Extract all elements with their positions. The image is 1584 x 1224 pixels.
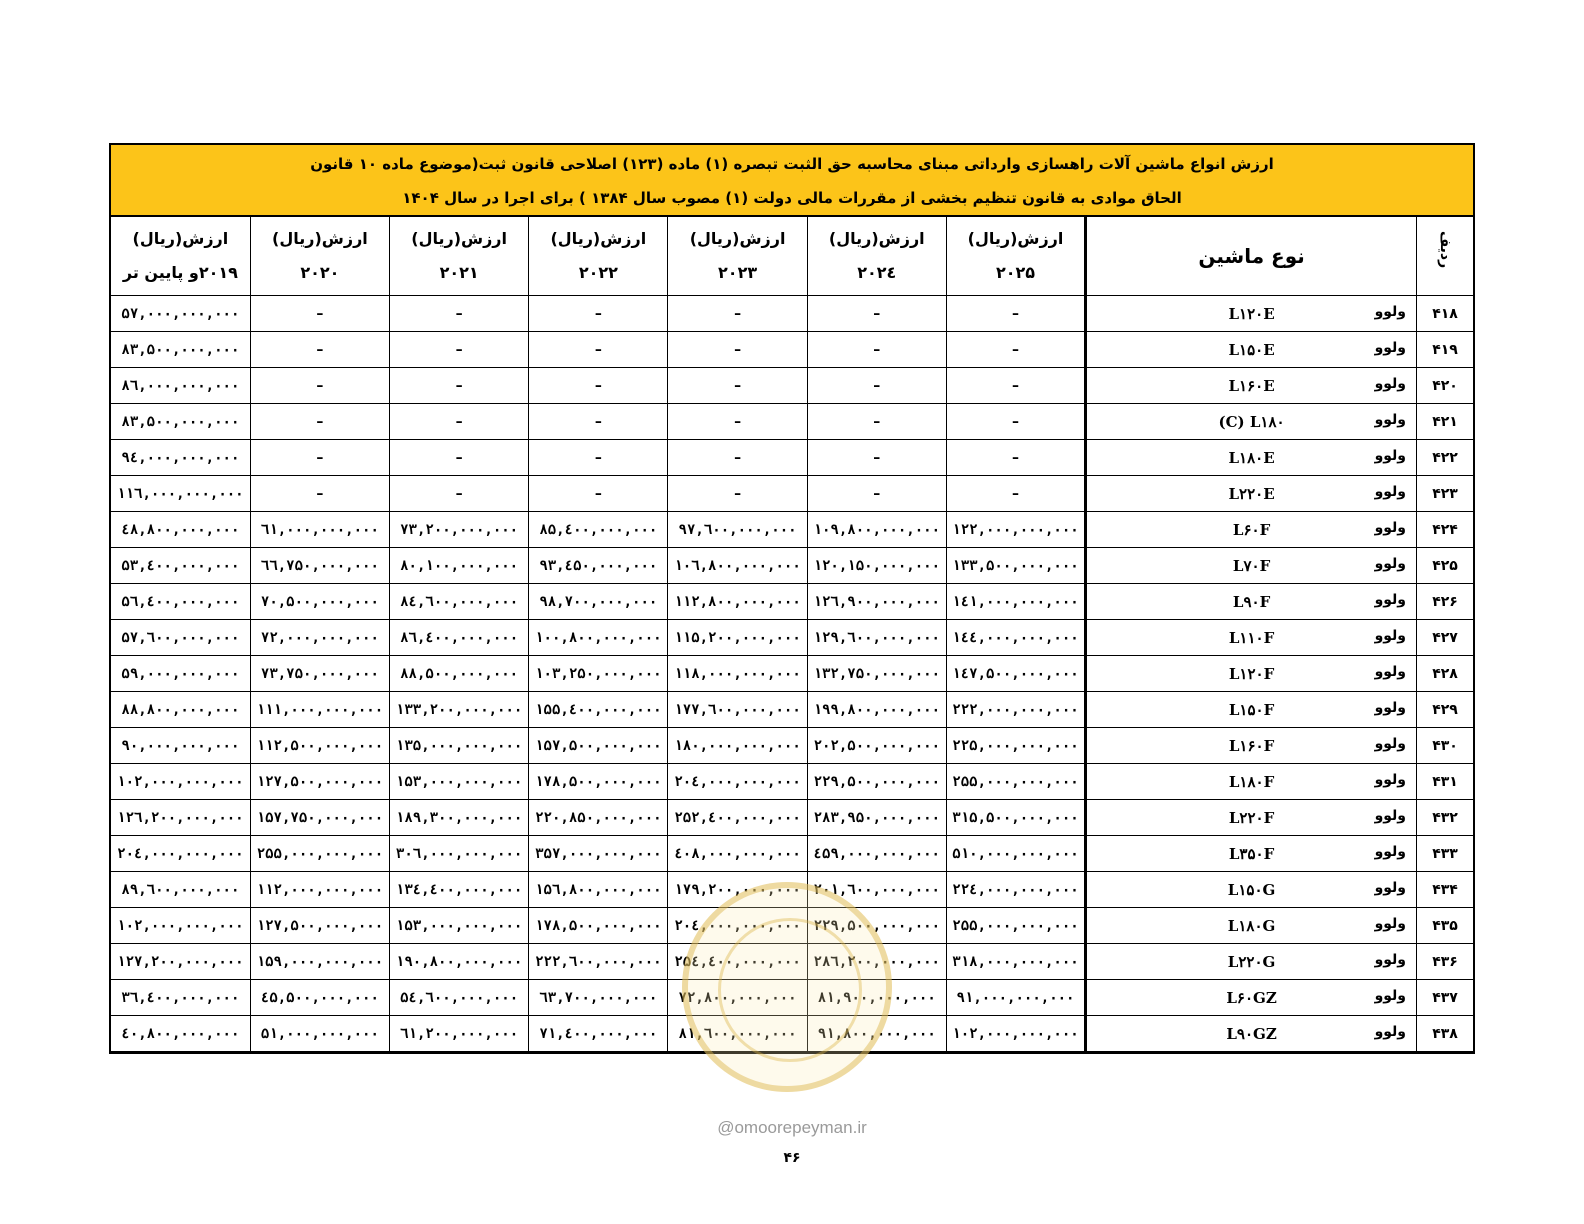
value-cell: ۹٤,۰۰۰,۰۰۰,۰۰۰ [111, 440, 250, 476]
table-row [111, 692, 1473, 728]
value-cell: ۹۱,۰۰۰,۰۰۰,۰۰۰ [946, 980, 1085, 1016]
value-cell: ۱۵۷,۵۰۰,۰۰۰,۰۰۰ [529, 728, 668, 764]
machine-model: L۲۲۰F [1228, 808, 1275, 827]
value-cell: ۲۵۵,۰۰۰,۰۰۰,۰۰۰ [946, 764, 1085, 800]
value-cell: ۷۲,۰۰۰,۰۰۰,۰۰۰ [250, 620, 389, 656]
machine-brand: ولوو [1374, 844, 1407, 860]
value-cell: ۱۵۷,۷۵۰,۰۰۰,۰۰۰ [250, 800, 389, 836]
machine-brand: ولوو [1374, 592, 1407, 608]
machine-model: L۱۸۰F [1228, 772, 1275, 791]
value-cell: ٦۱,۰۰۰,۰۰۰,۰۰۰ [250, 512, 389, 548]
row-number: ۴۲۵ [1417, 548, 1473, 584]
value-cell: ۸۳,۵۰۰,۰۰۰,۰۰۰ [111, 404, 250, 440]
value-cell: ۱۰۲,۰۰۰,۰۰۰,۰۰۰ [946, 1016, 1085, 1052]
value-cell: ۱۹۹,۸۰۰,۰۰۰,۰۰۰ [807, 692, 946, 728]
value-cell: ۱٤۷,۵۰۰,۰۰۰,۰۰۰ [946, 656, 1085, 692]
machine-model: (C) L۱۸۰ [1218, 412, 1285, 431]
footer-site-text: @omoorepeyman.ir [717, 1118, 867, 1137]
machine-model: L۱۸۰G [1227, 916, 1276, 935]
value-cell: ۱۱۲,۰۰۰,۰۰۰,۰۰۰ [250, 872, 389, 908]
machine-brand: ولوو [1374, 520, 1407, 536]
value-cell: ۱۱۲,۵۰۰,۰۰۰,۰۰۰ [250, 728, 389, 764]
value-cell: ۸۰,۱۰۰,۰۰۰,۰۰۰ [390, 548, 529, 584]
machine-model: L۱۶۰E [1228, 376, 1275, 395]
table-row [111, 1016, 1473, 1052]
value-cell: ۸۵,٤۰۰,۰۰۰,۰۰۰ [529, 512, 668, 548]
year-header-2022: ارزش(ریال) ۲۰۲۲ [529, 217, 668, 296]
value-cell: ۱۵٦,۸۰۰,۰۰۰,۰۰۰ [529, 872, 668, 908]
machine-model: L۱۵۰F [1228, 700, 1275, 719]
value-cell: ۸۳,۵۰۰,۰۰۰,۰۰۰ [111, 332, 250, 368]
row-number: ۴۳۸ [1417, 1016, 1473, 1052]
value-cell: ٤۵,۵۰۰,۰۰۰,۰۰۰ [250, 980, 389, 1016]
value-cell: ۱۲۷,۵۰۰,۰۰۰,۰۰۰ [250, 764, 389, 800]
row-number: ۴۲۲ [1417, 440, 1473, 476]
machine-brand: ولوو [1374, 376, 1407, 392]
value-cell: ۷۳,۲۰۰,۰۰۰,۰۰۰ [390, 512, 529, 548]
value-cell: ۱۷۹,۲۰۰,۰۰۰,۰۰۰ [668, 872, 807, 908]
machine-model: L۷۰F [1232, 556, 1271, 575]
value-cell: ۲۰٤,۰۰۰,۰۰۰,۰۰۰ [668, 908, 807, 944]
value-cell: ۸٦,٤۰۰,۰۰۰,۰۰۰ [390, 620, 529, 656]
value-cell: ۳۵۷,۰۰۰,۰۰۰,۰۰۰ [529, 836, 668, 872]
machine-brand: ولوو [1374, 664, 1407, 680]
table-row [111, 800, 1473, 836]
value-cell: ۸۸,۵۰۰,۰۰۰,۰۰۰ [390, 656, 529, 692]
value-cell: – [390, 296, 529, 332]
value-cell: – [250, 440, 389, 476]
machine-brand: ولوو [1374, 772, 1407, 788]
value-cell: ۱۳۳,۲۰۰,۰۰۰,۰۰۰ [390, 692, 529, 728]
value-cell: – [390, 368, 529, 404]
value-cell: – [529, 476, 668, 512]
value-cell: ۷۱,٤۰۰,۰۰۰,۰۰۰ [529, 1016, 668, 1052]
value-cell: – [250, 476, 389, 512]
value-cell: ۸٦,۰۰۰,۰۰۰,۰۰۰ [111, 368, 250, 404]
table-row [111, 872, 1473, 908]
value-cell: ٤۸,۸۰۰,۰۰۰,۰۰۰ [111, 512, 250, 548]
machine-brand: ولوو [1374, 808, 1407, 824]
value-cell: ۲۵۵,۰۰۰,۰۰۰,۰۰۰ [946, 908, 1085, 944]
value-cell: ۵۱۰,۰۰۰,۰۰۰,۰۰۰ [946, 836, 1085, 872]
machine-model: L۲۲۰G [1227, 952, 1276, 971]
machine-model: L۹۰F [1232, 592, 1271, 611]
year-header-2021: ارزش(ریال) ۲۰۲۱ [390, 217, 529, 296]
table-row [111, 584, 1473, 620]
value-cell: ۸۱,۹۰۰,۰۰۰,۰۰۰ [807, 980, 946, 1016]
value-cell: ۳۰٦,۰۰۰,۰۰۰,۰۰۰ [390, 836, 529, 872]
table-row [111, 512, 1473, 548]
machine-cell [1086, 656, 1417, 692]
row-number: ۴۳۶ [1417, 944, 1473, 980]
value-cell: – [807, 440, 946, 476]
value-cell: ٦۱,۲۰۰,۰۰۰,۰۰۰ [390, 1016, 529, 1052]
value-cell: ۵۷,۰۰۰,۰۰۰,۰۰۰ [111, 296, 250, 332]
value-cell: ۲۰۱,٦۰۰,۰۰۰,۰۰۰ [807, 872, 946, 908]
value-cell: ۲۲۲,۰۰۰,۰۰۰,۰۰۰ [946, 692, 1085, 728]
machine-brand: ولوو [1374, 916, 1407, 932]
value-cell: – [807, 296, 946, 332]
machine-model: L۱۶۰F [1228, 736, 1275, 755]
value-cell: ۲۲٤,۰۰۰,۰۰۰,۰۰۰ [946, 872, 1085, 908]
machine-cell [1086, 800, 1417, 836]
row-number: ۴۲۱ [1417, 404, 1473, 440]
value-cell: ۳٦,٤۰۰,۰۰۰,۰۰۰ [111, 980, 250, 1016]
value-cell: ٤۵۹,۰۰۰,۰۰۰,۰۰۰ [807, 836, 946, 872]
table-row [111, 548, 1473, 584]
page-number: ۴۶ [783, 1150, 801, 1166]
title-line-1: ارزش انواع ماشین آلات راهسازی وارداتی مبنای محاسبه حق الثبت تبصره (۱) ماده (۱۲۳) اصلاحی قانون ثبت(موضوع ماده ۱۰ قانون [310, 155, 1274, 173]
machine-cell [1086, 548, 1417, 584]
header-row [111, 217, 1473, 296]
value-cell: ۲۰۲,۵۰۰,۰۰۰,۰۰۰ [807, 728, 946, 764]
value-cell: ۹۱,۸۰۰,۰۰۰,۰۰۰ [807, 1016, 946, 1052]
machine-brand: ولوو [1374, 700, 1407, 716]
value-cell: ۵٤,٦۰۰,۰۰۰,۰۰۰ [390, 980, 529, 1016]
value-cell: – [529, 404, 668, 440]
table-row [111, 296, 1473, 332]
year-header-2020: ارزش(ریال) ۲۰۲۰ [250, 217, 389, 296]
data-grid [111, 217, 1473, 1052]
machine-cell [1086, 944, 1417, 980]
value-cell: ۲۰٤,۰۰۰,۰۰۰,۰۰۰ [111, 836, 250, 872]
value-cell: – [668, 332, 807, 368]
value-cell: ۸۱,٦۰۰,۰۰۰,۰۰۰ [668, 1016, 807, 1052]
row-number: ۴۳۵ [1417, 908, 1473, 944]
machine-brand: ولوو [1374, 556, 1407, 572]
title-line-2: الحاق موادی به قانون تنظیم بخشی از مقررات مالی دولت (۱) مصوب سال ۱۳۸۴ ) برای اجرا در سال ۱۴۰۴ [402, 189, 1182, 207]
machine-cell [1086, 296, 1417, 332]
machine-cell [1086, 1016, 1417, 1052]
value-cell: – [390, 404, 529, 440]
machine-cell [1086, 728, 1417, 764]
machine-cell [1086, 368, 1417, 404]
machine-cell [1086, 620, 1417, 656]
machine-cell [1086, 584, 1417, 620]
value-cell: – [807, 368, 946, 404]
row-number: ۴۳۲ [1417, 800, 1473, 836]
table-row [111, 944, 1473, 980]
machine-brand: ولوو [1374, 1024, 1407, 1040]
machine-brand: ولوو [1374, 340, 1407, 356]
value-cell: ۱۰۹,۸۰۰,۰۰۰,۰۰۰ [807, 512, 946, 548]
value-cell: ۱۷۸,۵۰۰,۰۰۰,۰۰۰ [529, 908, 668, 944]
row-number: ۴۱۸ [1417, 296, 1473, 332]
year-header-2023: ارزش(ریال) ۲۰۲۳ [668, 217, 807, 296]
value-cell: – [946, 440, 1085, 476]
machine-brand: ولوو [1374, 628, 1407, 644]
machine-cell [1086, 476, 1417, 512]
value-cell: ۱۲۲,۰۰۰,۰۰۰,۰۰۰ [946, 512, 1085, 548]
value-cell: – [529, 332, 668, 368]
value-cell: ۱۱۲,۸۰۰,۰۰۰,۰۰۰ [668, 584, 807, 620]
value-cell: ۱۱۱,۰۰۰,۰۰۰,۰۰۰ [250, 692, 389, 728]
value-cell: ۱۷۸,۵۰۰,۰۰۰,۰۰۰ [529, 764, 668, 800]
value-cell: ۸٤,٦۰۰,۰۰۰,۰۰۰ [390, 584, 529, 620]
value-cell: ۲۰٤,۰۰۰,۰۰۰,۰۰۰ [668, 764, 807, 800]
row-number: ۴۲۸ [1417, 656, 1473, 692]
table-row [111, 980, 1473, 1016]
machine-cell [1086, 404, 1417, 440]
machine-model: L۱۲۰F [1228, 664, 1275, 683]
machine-cell [1086, 440, 1417, 476]
machine-brand: ولوو [1374, 880, 1407, 896]
value-cell: ۷۰,۵۰۰,۰۰۰,۰۰۰ [250, 584, 389, 620]
value-cell: ۲۵٤,٤۰۰,۰۰۰,۰۰۰ [668, 944, 807, 980]
value-cell: – [668, 368, 807, 404]
row-number: ۴۲۰ [1417, 368, 1473, 404]
value-cell: ٤۰,۸۰۰,۰۰۰,۰۰۰ [111, 1016, 250, 1052]
value-cell: ۱۰٦,۸۰۰,۰۰۰,۰۰۰ [668, 548, 807, 584]
row-number: ۴۳۱ [1417, 764, 1473, 800]
value-cell: ۲۵۲,٤۰۰,۰۰۰,۰۰۰ [668, 800, 807, 836]
table-row [111, 368, 1473, 404]
value-cell: ۱۵۳,۰۰۰,۰۰۰,۰۰۰ [390, 764, 529, 800]
value-cell: – [668, 404, 807, 440]
value-cell: ۱۷۷,٦۰۰,۰۰۰,۰۰۰ [668, 692, 807, 728]
value-cell: ۱۰۰,۸۰۰,۰۰۰,۰۰۰ [529, 620, 668, 656]
value-cell: ۱۱۵,۲۰۰,۰۰۰,۰۰۰ [668, 620, 807, 656]
value-cell: – [390, 476, 529, 512]
value-cell: ۱۰۲,۰۰۰,۰۰۰,۰۰۰ [111, 764, 250, 800]
table-row [111, 440, 1473, 476]
value-cell: – [668, 476, 807, 512]
value-cell: ۵۱,۰۰۰,۰۰۰,۰۰۰ [250, 1016, 389, 1052]
machine-brand: ولوو [1374, 484, 1407, 500]
value-cell: ۳۱۸,۰۰۰,۰۰۰,۰۰۰ [946, 944, 1085, 980]
value-cell: – [946, 296, 1085, 332]
value-cell: ۱۲۷,۲۰۰,۰۰۰,۰۰۰ [111, 944, 250, 980]
value-cell: – [946, 368, 1085, 404]
row-number: ۴۳۷ [1417, 980, 1473, 1016]
table-row [111, 836, 1473, 872]
value-cell: – [807, 332, 946, 368]
row-number: ۴۲۳ [1417, 476, 1473, 512]
row-number: ۴۲۷ [1417, 620, 1473, 656]
value-cell: ۵۹,۰۰۰,۰۰۰,۰۰۰ [111, 656, 250, 692]
value-cell: ۱۲۷,۵۰۰,۰۰۰,۰۰۰ [250, 908, 389, 944]
machine-model: L۶۰GZ [1226, 988, 1277, 1007]
value-cell: ۲۲۲,٦۰۰,۰۰۰,۰۰۰ [529, 944, 668, 980]
value-cell: ۲۸٦,۲۰۰,۰۰۰,۰۰۰ [807, 944, 946, 980]
machine-model: L۳۵۰F [1228, 844, 1275, 863]
value-cell: ۱۰۲,۰۰۰,۰۰۰,۰۰۰ [111, 908, 250, 944]
value-cell: – [807, 404, 946, 440]
value-cell: ۲۲۵,۰۰۰,۰۰۰,۰۰۰ [946, 728, 1085, 764]
machine-model: L۱۲۰E [1228, 304, 1275, 323]
machine-cell [1086, 692, 1417, 728]
machine-brand: ولوو [1374, 412, 1407, 428]
value-cell: ۱۵۵,٤۰۰,۰۰۰,۰۰۰ [529, 692, 668, 728]
value-cell: ۸۸,۸۰۰,۰۰۰,۰۰۰ [111, 692, 250, 728]
machine-cell [1086, 764, 1417, 800]
machine-cell [1086, 980, 1417, 1016]
table-body [111, 296, 1473, 1052]
value-cell: ۹۰,۰۰۰,۰۰۰,۰۰۰ [111, 728, 250, 764]
machine-model: L۹۰GZ [1226, 1024, 1277, 1043]
value-cell: ۱۳۳,۵۰۰,۰۰۰,۰۰۰ [946, 548, 1085, 584]
row-number: ۴۳۰ [1417, 728, 1473, 764]
value-cell: ٦۳,۷۰۰,۰۰۰,۰۰۰ [529, 980, 668, 1016]
value-cell: ۳۱۵,۵۰۰,۰۰۰,۰۰۰ [946, 800, 1085, 836]
value-cell: – [529, 440, 668, 476]
value-cell: ۱۳٤,٤۰۰,۰۰۰,۰۰۰ [390, 872, 529, 908]
machine-model: L۲۲۰E [1228, 484, 1275, 503]
table-row [111, 404, 1473, 440]
value-cell: ۱۱۸,۰۰۰,۰۰۰,۰۰۰ [668, 656, 807, 692]
value-cell: – [946, 332, 1085, 368]
value-cell: – [946, 476, 1085, 512]
value-cell: ۲۲۹,۵۰۰,۰۰۰,۰۰۰ [807, 908, 946, 944]
value-cell: ۹۷,٦۰۰,۰۰۰,۰۰۰ [668, 512, 807, 548]
machine-brand: ولوو [1374, 304, 1407, 320]
machine-model: L۱۵۰G [1227, 880, 1276, 899]
value-cell: – [250, 404, 389, 440]
value-cell: – [529, 368, 668, 404]
table-row [111, 656, 1473, 692]
value-cell: ۱۲۹,٦۰۰,۰۰۰,۰۰۰ [807, 620, 946, 656]
value-cell: ٦٦,۷۵۰,۰۰۰,۰۰۰ [250, 548, 389, 584]
machine-brand: ولوو [1374, 952, 1407, 968]
machine-cell [1086, 908, 1417, 944]
value-cell: ۱۹۰,۸۰۰,۰۰۰,۰۰۰ [390, 944, 529, 980]
value-cell: ۲۲۹,۵۰۰,۰۰۰,۰۰۰ [807, 764, 946, 800]
value-cell: ۱۰۳,۲۵۰,۰۰۰,۰۰۰ [529, 656, 668, 692]
table-row [111, 764, 1473, 800]
machine-model: L۱۵۰E [1228, 340, 1275, 359]
table-title [111, 145, 1473, 217]
machine-brand: ولوو [1374, 736, 1407, 752]
value-cell: – [668, 296, 807, 332]
value-cell: – [250, 368, 389, 404]
table-row [111, 332, 1473, 368]
value-cell: ۱۲۰,۱۵۰,۰۰۰,۰۰۰ [807, 548, 946, 584]
value-cell: ۱۳۲,۷۵۰,۰۰۰,۰۰۰ [807, 656, 946, 692]
table-row [111, 620, 1473, 656]
price-table [109, 143, 1475, 1054]
value-cell: ۹۳,٤۵۰,۰۰۰,۰۰۰ [529, 548, 668, 584]
machine-model: L۱۸۰E [1228, 448, 1275, 467]
machine-cell [1086, 836, 1417, 872]
row-number: ۴۳۳ [1417, 836, 1473, 872]
table-row [111, 476, 1473, 512]
row-number-header: ردیف [1417, 217, 1473, 296]
row-number: ۴۳۴ [1417, 872, 1473, 908]
value-cell: ۱۲٦,۹۰۰,۰۰۰,۰۰۰ [807, 584, 946, 620]
value-cell: ۵۳,٤۰۰,۰۰۰,۰۰۰ [111, 548, 250, 584]
value-cell: ۵۷,٦۰۰,۰۰۰,۰۰۰ [111, 620, 250, 656]
value-cell: ۱۳۵,۰۰۰,۰۰۰,۰۰۰ [390, 728, 529, 764]
machine-model: L۱۱۰F [1228, 628, 1275, 647]
value-cell: ۱۱٦,۰۰۰,۰۰۰,۰۰۰ [111, 476, 250, 512]
year-header-2019-and-earlier: ارزش(ریال) ۲۰۱۹و پایین تر [111, 217, 250, 296]
row-number: ۴۲۴ [1417, 512, 1473, 548]
value-cell: – [250, 332, 389, 368]
value-cell: ۱٤۱,۰۰۰,۰۰۰,۰۰۰ [946, 584, 1085, 620]
value-cell: – [529, 296, 668, 332]
value-cell: ۲۲۰,۸۵۰,۰۰۰,۰۰۰ [529, 800, 668, 836]
value-cell: ۷۳,۷۵۰,۰۰۰,۰۰۰ [250, 656, 389, 692]
value-cell: – [390, 332, 529, 368]
value-cell: ۲۸۳,۹۵۰,۰۰۰,۰۰۰ [807, 800, 946, 836]
row-number: ۴۲۶ [1417, 584, 1473, 620]
machine-cell [1086, 872, 1417, 908]
machine-brand: ولوو [1374, 448, 1407, 464]
machine-cell [1086, 332, 1417, 368]
value-cell: – [250, 296, 389, 332]
value-cell: – [946, 404, 1085, 440]
row-number: ۴۱۹ [1417, 332, 1473, 368]
year-header-2025: ارزش(ریال) ۲۰۲۵ [946, 217, 1085, 296]
value-cell: – [668, 440, 807, 476]
value-cell: ۱۸۰,۰۰۰,۰۰۰,۰۰۰ [668, 728, 807, 764]
machine-type-header: نوع ماشین [1086, 217, 1417, 296]
value-cell: – [390, 440, 529, 476]
machine-cell [1086, 512, 1417, 548]
value-cell: ۱۸۹,۳۰۰,۰۰۰,۰۰۰ [390, 800, 529, 836]
value-cell: ۲۵۵,۰۰۰,۰۰۰,۰۰۰ [250, 836, 389, 872]
value-cell: ٤۰۸,۰۰۰,۰۰۰,۰۰۰ [668, 836, 807, 872]
value-cell: ۱۵۳,۰۰۰,۰۰۰,۰۰۰ [390, 908, 529, 944]
value-cell: ۹۸,۷۰۰,۰۰۰,۰۰۰ [529, 584, 668, 620]
value-cell: ۱۵۹,۰۰۰,۰۰۰,۰۰۰ [250, 944, 389, 980]
value-cell: ۱۲٦,۲۰۰,۰۰۰,۰۰۰ [111, 800, 250, 836]
table-row [111, 908, 1473, 944]
machine-model: L۶۰F [1232, 520, 1271, 539]
row-number: ۴۲۹ [1417, 692, 1473, 728]
value-cell: ۸۹,٦۰۰,۰۰۰,۰۰۰ [111, 872, 250, 908]
value-cell: ۵٦,٤۰۰,۰۰۰,۰۰۰ [111, 584, 250, 620]
value-cell: ۱٤٤,۰۰۰,۰۰۰,۰۰۰ [946, 620, 1085, 656]
year-header-2024: ارزش(ریال) ۲۰۲٤ [807, 217, 946, 296]
value-cell: ۷۲,۸۰۰,۰۰۰,۰۰۰ [668, 980, 807, 1016]
table-row [111, 728, 1473, 764]
value-cell: – [807, 476, 946, 512]
machine-brand: ولوو [1374, 988, 1407, 1004]
